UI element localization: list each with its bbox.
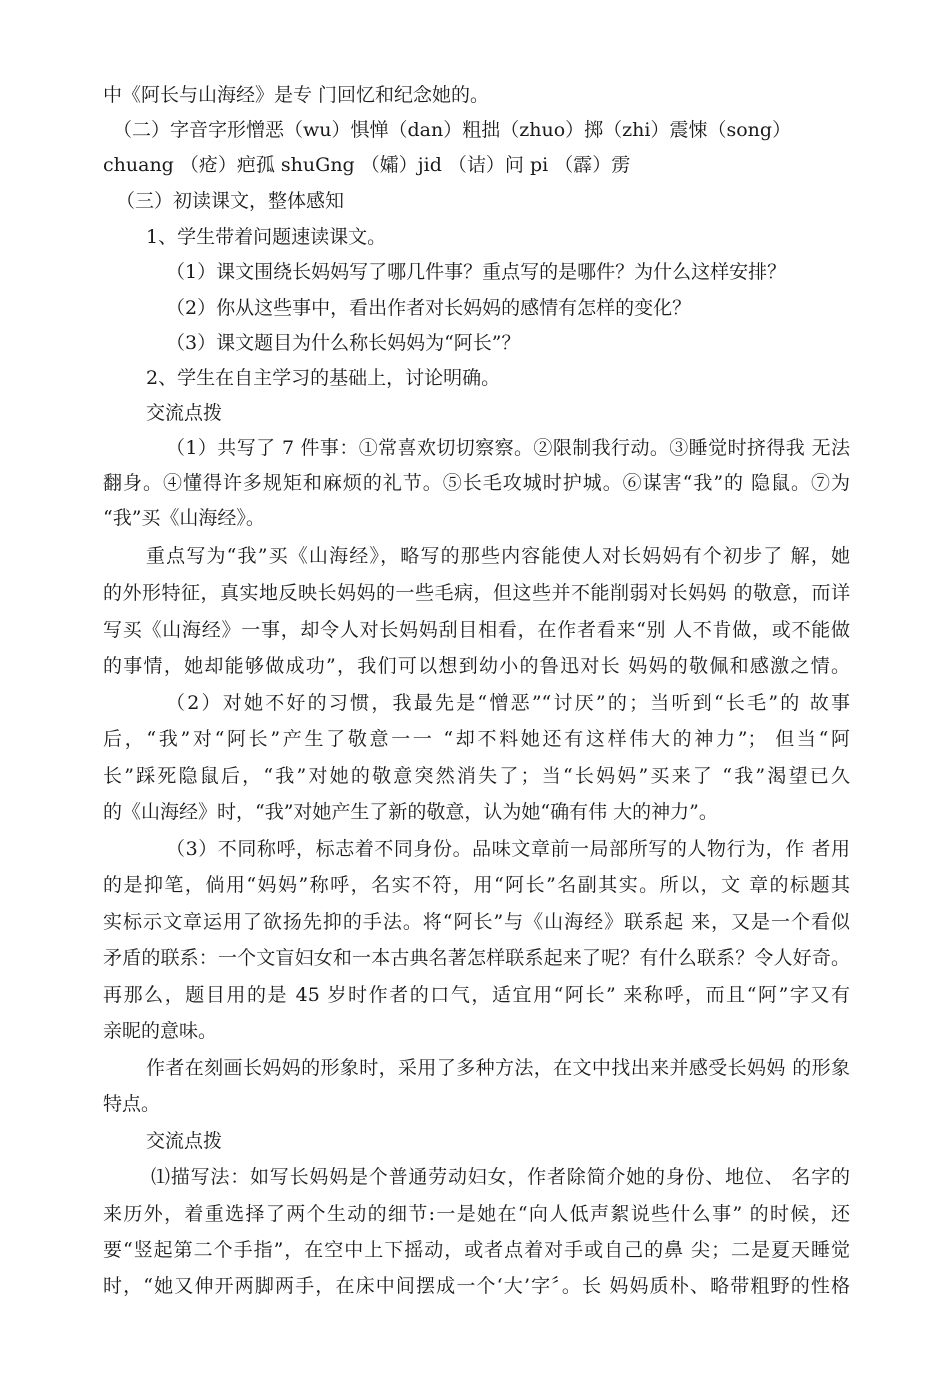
text-line: 重点写为“我”买《山海经》，略写的那些内容能使人对长妈妈有个初步了 解，她 [146, 545, 850, 567]
text-line: （3）不同称呼，标志着不同身份。品味文章前一局部所写的人物行为，作 者用 [166, 838, 850, 860]
text-line: 翻身。④懂得许多规矩和麻烦的礼节。⑤长毛攻城时护城。⑥谋害“我”的 隐鼠。⑦为 [103, 472, 850, 494]
text-line: 的事情，她却能够做成功”，我们可以想到幼小的鲁迅对长 妈妈的敬佩和感激之情。 [103, 655, 850, 677]
text-line: 2、学生在自主学习的基础上，讨论明确。 [146, 367, 501, 389]
text-line: 要“竖起第二个手指”，在空中上下摇动，或者点着对手或自己的鼻 尖；二是夏天睡觉 [103, 1239, 850, 1261]
text-line: “我”买《山海经》。 [103, 507, 265, 529]
text-line: 特点。 [103, 1093, 161, 1115]
text-line: 实标示文章运用了欲扬先抑的手法。将“阿长”与《山海经》联系起 来，又是一个看似 [103, 911, 850, 933]
text-line: （2）对她不好的习惯，我最先是“憎恶”“讨厌”的；当听到“长毛”的 故事 [166, 692, 850, 714]
text-line: ⑴描写法：如写长妈妈是个普通劳动妇女，作者除简介她的身份、地位、 名字的 [151, 1166, 850, 1188]
question-item: （2）你从这些事中，看出作者对长妈妈的感情有怎样的变化？ [166, 297, 692, 319]
subheading: 交流点拨 [146, 1130, 223, 1152]
text-line: 亲昵的意味。 [103, 1020, 218, 1042]
text-line: 写买《山海经》一事，却令人对长妈妈刮目相看，在作者看来“别 人不肯做，或不能做 [103, 619, 850, 641]
question-item: （1）课文围绕长妈妈写了哪几件事？重点写的是哪件？为什么这样安排？ [166, 261, 787, 283]
text-line: 中《阿长与山海经》是专 门回忆和纪念她的。 [103, 84, 490, 106]
section-heading: （三）初读课文，整体感知 [116, 190, 345, 212]
text-line: 长”踩死隐鼠后，“我”对她的敬意突然消失了；当“长妈妈”买来了 “我”渴望已久 [103, 765, 850, 787]
text-line: （二）字音字形憎恶（wu）惧惮（dan）粗拙（zhuo）掷（zhi）震悚（song） [113, 119, 792, 141]
text-line: 来历外，着重选择了两个生动的细节:一是她在“向人低声絮说些什么事” 的时候，还 [103, 1203, 850, 1225]
text-line: 1、学生带着问题速读课文。 [146, 226, 387, 248]
question-item: （3）课文题目为什么称长妈妈为“阿长”？ [166, 332, 521, 354]
subheading: 交流点拨 [146, 402, 223, 424]
text-line: 再那么，题目用的是 45 岁时作者的口气，适宜用“阿长” 来称呼，而且“阿”字又有 [103, 984, 850, 1006]
text-line: 矛盾的联系：一个文盲妇女和一本古典名著怎样联系起来了呢？有什么联系？令人好奇。 [103, 947, 850, 969]
text-line: 的《山海经》时，“我”对她产生了新的敬意，认为她“确有伟 大的神力”。 [103, 801, 718, 823]
text-line: 时，“她又伸开两脚两手，在床中间摆成一个‘大’字〞。长 妈妈质朴、略带粗野的性格 [103, 1275, 850, 1297]
text-line: chuang （疮）疤孤 shuGng （孀）jid （诘）问 pi （霹）雳 [103, 154, 631, 176]
text-line: （1）共写了 7 件事：①常喜欢切切察察。②限制我行动。③睡觉时挤得我 无法 [166, 437, 850, 459]
text-line: 作者在刻画长妈妈的形象时，采用了多种方法，在文中找出来并感受长妈妈 的形象 [146, 1057, 850, 1079]
text-line: 的外形特征，真实地反映长妈妈的一些毛病，但这些并不能削弱对长妈妈 的敬意，而详 [103, 582, 850, 604]
text-line: 后，“我”对“阿长”产生了敬意一一 “却不料她还有这样伟大的神力”； 但当“阿 [103, 728, 850, 750]
text-line: 的是抑笔，倘用“妈妈”称呼，名实不符，用“阿长”名副其实。所以，文 章的标题其 [103, 874, 850, 896]
